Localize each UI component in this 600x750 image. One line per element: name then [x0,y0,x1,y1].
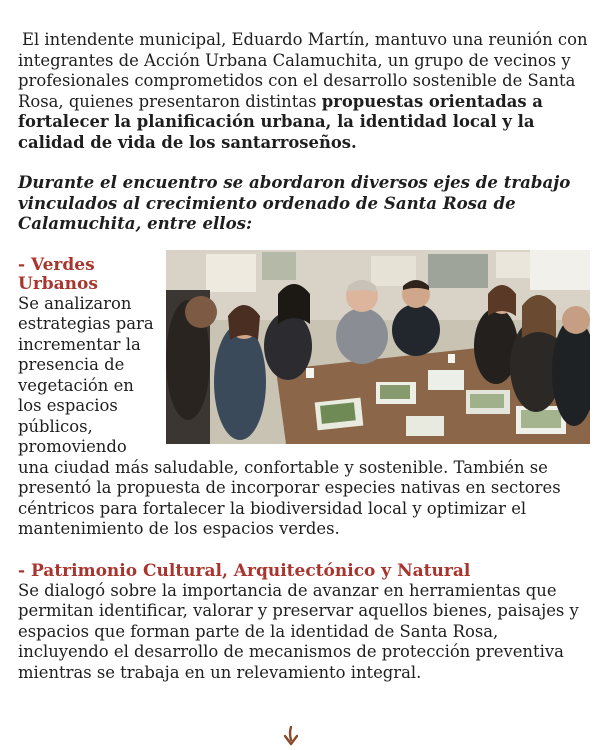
meeting-photo [166,250,590,444]
section-body-patrimonio: Se dialogó sobre la importancia de avanzar en herramientas que permitan identificar, valorar y preservar aquellos bienes, paisajes y espacios que forman parte de la identidad de Santa Rosa, incluyendo el desarrollo de mecanismos de protección preventiva mientras se trabaja en un relevamiento integral. [18,580,579,682]
section-verdes-urbanos [18,256,590,540]
intro-highlight: propuestas orientadas a fortalecer la planificación urbana, la identidad local y la calidad de vida de los santarroseños. [18,91,543,152]
section-title-verdes-urbanos: - Verdes Urbanos [18,254,98,294]
intro-paragraph [18,30,590,153]
arrow-down-icon [282,726,300,746]
section-body-verdes-urbanos: Se analizaron estrategias para incrementar la presencia de vegetación en los espacios públicos, promoviendo una ciudad más saludable, confortable y sostenible. También se presentó la propuesta de incorporar especies nativas en sectores céntricos para fortalecer la biodiversidad local y optimizar el mantenimiento de los espacios verdes. [18,293,561,538]
lead-paragraph: Durante el encuentro se abordaron diversos ejes de trabajo vinculados al crecimiento ordenado de Santa Rosa de Calamuchita, entre ellos: [18,172,571,233]
intro-text: El intendente municipal, Eduardo Martín, mantuvo una reunión con integrantes de Acción Urbana Calamuchita, un grupo de vecinos y profesionales comprometidos con el desarrollo sostenible de Santa Rosa, quienes presentaron distintas [18,30,588,111]
section-patrimonio [18,562,590,684]
article [18,30,590,683]
section-title-patrimonio: - Patrimonio Cultural, Arquitectónico y Natural [18,560,471,581]
